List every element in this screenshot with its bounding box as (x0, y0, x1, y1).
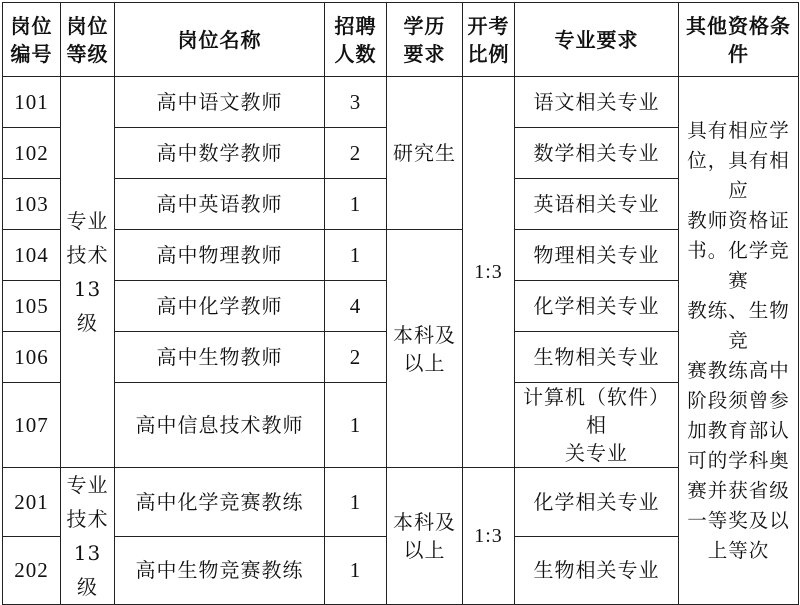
header-other-line: 件 (728, 41, 749, 66)
post-code: 103 (3, 179, 61, 230)
other-line: 赛并获省级 (687, 478, 790, 502)
hire-count: 2 (325, 332, 387, 383)
header-ratio-line: 比例 (467, 41, 510, 66)
post-code: 101 (3, 77, 61, 128)
post-level-line: 技术 (66, 243, 109, 267)
major-line: 关专业 (565, 441, 628, 465)
post-name: 高中化学教师 (115, 281, 325, 332)
post-name: 高中数学教师 (115, 128, 325, 179)
header-other-line: 其他资格条 (686, 13, 791, 38)
major-requirement: 化学相关专业 (515, 468, 679, 537)
education-line: 以上 (403, 538, 446, 562)
major-requirement: 生物相关专业 (515, 536, 679, 605)
post-code: 102 (3, 128, 61, 179)
post-level-line: 专业 (66, 209, 109, 233)
post-name: 高中语文教师 (115, 77, 325, 128)
post-code: 201 (3, 468, 61, 537)
post-name: 高中信息技术教师 (115, 383, 325, 468)
header-count-line: 招聘 (334, 13, 377, 38)
header-major: 专业要求 (515, 3, 679, 77)
major-requirement: 生物相关专业 (515, 332, 679, 383)
education-group-2 (387, 230, 463, 468)
header-education-line: 要求 (403, 41, 446, 66)
header-ratio (463, 3, 515, 77)
post-level-line: 技术 (66, 507, 109, 531)
hire-count: 1 (325, 468, 387, 537)
major-line: 计算机（软件）相 (523, 385, 670, 437)
post-name: 高中化学竞赛教练 (115, 468, 325, 537)
table-row (3, 77, 799, 128)
post-code: 105 (3, 281, 61, 332)
education-group-3 (387, 468, 463, 605)
header-education-line: 学历 (403, 13, 446, 38)
hire-count: 1 (325, 536, 387, 605)
ratio-group-1: 1:3 (463, 77, 515, 468)
other-line: 具有相应学 (687, 118, 790, 142)
header-count (325, 3, 387, 77)
education-line: 以上 (403, 350, 446, 375)
major-requirement: 语文相关专业 (515, 77, 679, 128)
post-name: 高中物理教师 (115, 230, 325, 281)
hire-count: 1 (325, 230, 387, 281)
header-other (679, 3, 799, 77)
hire-count: 1 (325, 179, 387, 230)
post-code: 107 (3, 383, 61, 468)
header-code-line: 岗位 (10, 13, 53, 38)
post-code: 202 (3, 536, 61, 605)
major-requirement: 英语相关专业 (515, 179, 679, 230)
hire-count: 2 (325, 128, 387, 179)
header-level-line: 等级 (66, 41, 109, 66)
major-requirement: 数学相关专业 (515, 128, 679, 179)
other-line: 书。化学竞赛 (687, 238, 790, 292)
post-name: 高中英语教师 (115, 179, 325, 230)
other-line: 赛教练高中 (687, 358, 790, 382)
other-line: 教练、生物竞 (687, 298, 790, 352)
post-name: 高中生物教师 (115, 332, 325, 383)
header-code (3, 3, 61, 77)
education-group-1: 研究生 (387, 77, 463, 230)
header-level (61, 3, 115, 77)
other-line: 可的学科奥 (687, 448, 790, 472)
other-line: 一等奖及以 (687, 508, 790, 532)
recruitment-table (2, 2, 799, 605)
header-count-line: 人数 (334, 41, 377, 66)
header-row (3, 3, 799, 77)
post-name: 高中生物竞赛教练 (115, 536, 325, 605)
hire-count: 1 (325, 383, 387, 468)
post-code: 104 (3, 230, 61, 281)
hire-count: 4 (325, 281, 387, 332)
other-line: 阶段须曾参 (687, 388, 790, 412)
post-code: 106 (3, 332, 61, 383)
other-qualifications (679, 77, 799, 605)
ratio-group-2: 1:3 (463, 468, 515, 605)
education-line: 本科及 (393, 510, 456, 534)
post-level-group-1 (61, 77, 115, 468)
post-level-line: 专业 (66, 473, 109, 497)
major-requirement (515, 383, 679, 468)
header-education (387, 3, 463, 77)
other-line: 教师资格证 (687, 208, 790, 232)
post-level-group-2 (61, 468, 115, 605)
hire-count: 3 (325, 77, 387, 128)
post-level-line: 13 级 (73, 277, 102, 335)
other-line: 上等次 (707, 538, 770, 562)
other-line: 位，具有相应 (687, 148, 790, 202)
major-requirement: 物理相关专业 (515, 230, 679, 281)
header-level-line: 岗位 (66, 13, 109, 38)
header-code-line: 编号 (10, 41, 53, 66)
major-requirement: 化学相关专业 (515, 281, 679, 332)
education-line: 本科及 (393, 322, 456, 347)
post-level-line: 13 级 (73, 541, 102, 599)
header-ratio-line: 开考 (467, 13, 510, 38)
other-line: 加教育部认 (687, 418, 790, 442)
header-name: 岗位名称 (115, 3, 325, 77)
